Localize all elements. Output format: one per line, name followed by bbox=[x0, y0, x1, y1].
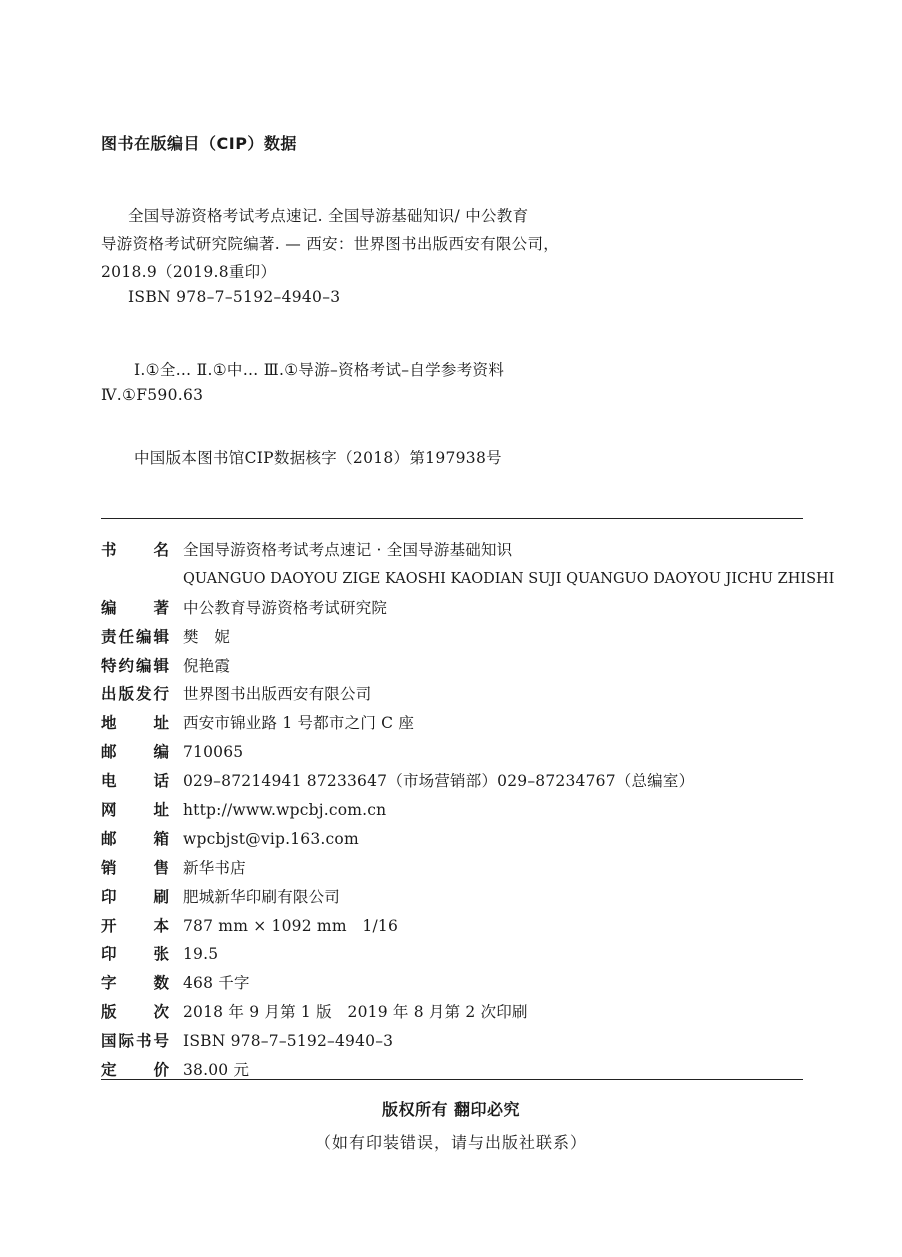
row-label: 责 任 编 辑 bbox=[101, 627, 169, 646]
colophon-row-title bbox=[101, 536, 803, 565]
colophon-row-price bbox=[101, 1056, 803, 1085]
row-value: 787 mm × 1092 mm 1/16 bbox=[183, 916, 399, 935]
row-value: 西安市锦业路 1 号都市之门 C 座 bbox=[183, 714, 415, 733]
cip-entry-line: 全国导游资格考试考点速记. 全国导游基础知识/ 中公教育 bbox=[128, 207, 529, 225]
cip-heading: 图书在版编目（CIP）数据 bbox=[101, 134, 297, 153]
colophon-row-edition bbox=[101, 998, 803, 1027]
cip-entry-line: 导游资格考试研究院编著. — 西安：世界图书出版西安有限公司， bbox=[101, 235, 560, 253]
colophon-row-title-pinyin bbox=[101, 565, 835, 594]
cip-isbn-line: ISBN 978–7–5192–4940–3 bbox=[128, 288, 341, 306]
colophon-table bbox=[101, 536, 835, 1085]
colophon-row-distributor bbox=[101, 854, 803, 883]
row-value: 世界图书出版西安有限公司 bbox=[183, 685, 372, 704]
row-label: 印 张 bbox=[101, 945, 169, 964]
colophon-row-sheets bbox=[101, 940, 803, 969]
colophon-row-editor bbox=[101, 623, 803, 652]
colophon-row-website bbox=[101, 796, 803, 825]
row-label: 国 际 书 号 bbox=[101, 1032, 169, 1051]
colophon-row-email bbox=[101, 825, 803, 854]
website-link[interactable]: http://www.wpcbj.com.cn bbox=[183, 801, 387, 820]
copyright-notice: 版权所有 翻印必究 bbox=[381, 1100, 521, 1119]
row-label: 电 话 bbox=[101, 772, 169, 791]
row-label: 邮 编 bbox=[101, 743, 169, 762]
colophon-row-contributing-editor bbox=[101, 652, 803, 681]
colophon-row-postcode bbox=[101, 738, 803, 767]
row-label: 地 址 bbox=[101, 714, 169, 733]
colophon-row-author bbox=[101, 594, 803, 623]
bottom-divider bbox=[101, 1079, 803, 1080]
row-value: 710065 bbox=[183, 743, 244, 762]
row-value: 新华书店 bbox=[183, 858, 246, 877]
row-label: 印 刷 bbox=[101, 887, 169, 906]
row-label: 开 本 bbox=[101, 916, 169, 935]
colophon-row-phone bbox=[101, 767, 803, 796]
row-value: 樊 妮 bbox=[183, 627, 231, 646]
colophon-row-format bbox=[101, 912, 803, 941]
colophon-row-address bbox=[101, 709, 803, 738]
row-label: 编 著 bbox=[101, 598, 169, 617]
row-value: 全国导游资格考试考点速记 · 全国导游基础知识 bbox=[183, 541, 513, 559]
row-label: 书 名 bbox=[101, 541, 169, 559]
colophon-row-publisher bbox=[101, 680, 803, 709]
row-value: ISBN 978–7–5192–4940–3 bbox=[183, 1032, 394, 1051]
row-value: 肥城新华印刷有限公司 bbox=[183, 887, 341, 906]
row-value: 468 千字 bbox=[183, 974, 250, 993]
row-value: 029–87214941 87233647（市场营销部）029–87234767（总编室） bbox=[183, 772, 695, 791]
cip-approval-number: 中国版本图书馆CIP数据核字（2018）第197938号 bbox=[134, 449, 502, 467]
contact-note: （如有印装错误，请与出版社联系） bbox=[314, 1133, 587, 1152]
row-value: 19.5 bbox=[183, 945, 219, 964]
row-value: 38.00 元 bbox=[183, 1061, 250, 1080]
row-label: 版 次 bbox=[101, 1003, 169, 1022]
row-label: 字 数 bbox=[101, 974, 169, 993]
row-value: 倪艳霞 bbox=[183, 656, 231, 675]
row-value: QUANGUO DAOYOU ZIGE KAOSHI KAODIAN SUJI QUANGUO DAOYOU JICHU ZHISHI bbox=[183, 570, 835, 587]
cip-classification-line: Ⅳ.①F590.63 bbox=[101, 386, 204, 404]
email-link[interactable]: wpcbjst@vip.163.com bbox=[183, 829, 359, 848]
row-label: 邮 箱 bbox=[101, 829, 169, 848]
row-label: 网 址 bbox=[101, 801, 169, 820]
colophon-row-word-count bbox=[101, 969, 803, 998]
row-label: 特 约 编 辑 bbox=[101, 656, 169, 675]
cip-entry-line: 2018.9（2019.8重印） bbox=[101, 263, 277, 281]
colophon-row-printer bbox=[101, 883, 803, 912]
row-value: 2018 年 9 月第 1 版 2019 年 8 月第 2 次印刷 bbox=[183, 1003, 528, 1022]
row-value: 中公教育导游资格考试研究院 bbox=[183, 598, 388, 617]
top-divider bbox=[101, 518, 803, 519]
colophon-row-isbn bbox=[101, 1027, 803, 1056]
row-label: 定 价 bbox=[101, 1061, 169, 1080]
row-label: 出 版 发 行 bbox=[101, 685, 169, 704]
cip-classification-line: Ⅰ.①全… Ⅱ.①中… Ⅲ.①导游–资格考试–自学参考资料 bbox=[134, 361, 505, 379]
row-label: 销 售 bbox=[101, 858, 169, 877]
